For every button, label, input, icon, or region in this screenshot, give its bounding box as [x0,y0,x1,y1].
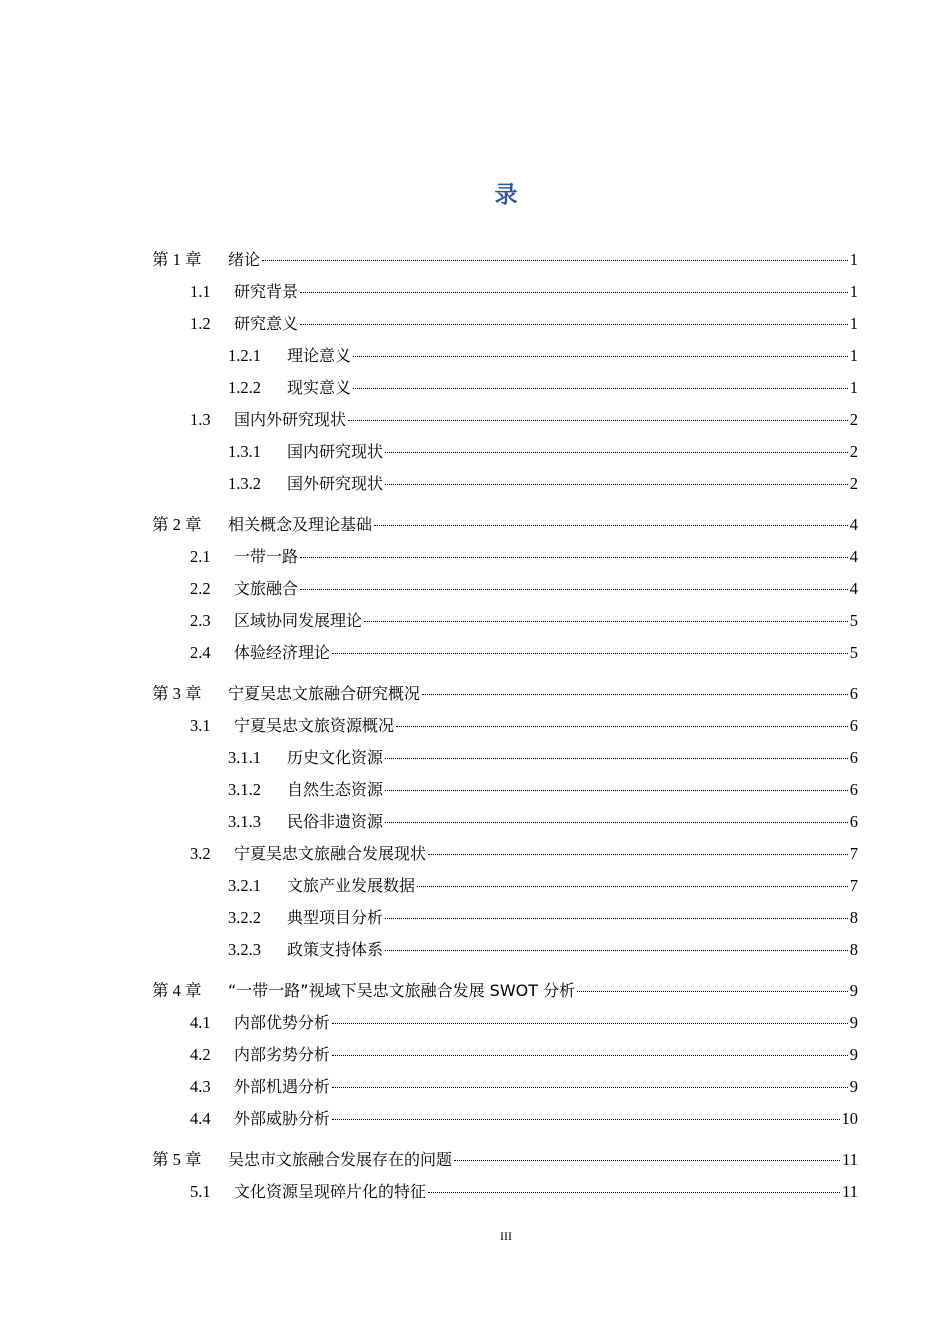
toc-entry-page: 9 [849,1045,858,1064]
toc-entry-page: 6 [849,684,858,703]
toc-entry-page: 7 [849,876,858,895]
toc-entry-number: 3.1 [190,716,211,735]
toc-entry-label: 内部劣势分析 [234,1045,331,1064]
toc-entry-page: 7 [849,844,858,863]
dot-leader [300,556,848,558]
toc-entry-label: 宁夏吴忠文旅资源概况 [234,716,395,735]
toc-entry-page: 8 [849,908,858,927]
toc-entry-label: 区域协同发展理论 [234,611,363,630]
dot-leader [428,853,848,855]
toc-entry-number: 1.2 [190,314,211,333]
toc-entry-page: 6 [849,780,858,799]
toc-entry-number: 1.3.2 [228,474,261,493]
toc-entry[interactable] [190,1007,858,1039]
toc-entry[interactable] [190,1071,858,1103]
dot-leader [454,1159,840,1161]
toc-entry-page: 5 [849,643,858,662]
toc-entry-page: 9 [849,1013,858,1032]
toc-entry[interactable] [152,509,858,541]
toc-entry-page: 4 [849,547,858,566]
toc-entry-label: 国内研究现状 [287,442,384,461]
toc-entry[interactable] [228,436,858,468]
toc-entry-label: 政策支持体系 [287,940,384,959]
toc-entry-page: 10 [841,1109,858,1128]
toc-entry[interactable] [190,1176,858,1208]
toc-entry-page: 8 [849,940,858,959]
dot-leader [385,917,848,919]
toc-entry[interactable] [190,308,858,340]
toc-entry-label: 自然生态资源 [287,780,384,799]
dot-leader [300,323,848,325]
toc-entry-label: 民俗非遗资源 [287,812,384,831]
toc-entry[interactable] [228,934,858,966]
toc-entry[interactable] [190,404,858,436]
toc-entry-number: 4.4 [190,1109,211,1128]
toc-entry[interactable] [152,1144,858,1176]
toc-entry-label: 历史文化资源 [287,748,384,767]
toc-entry-number: 第 3 章 [152,684,202,703]
dot-leader [385,451,848,453]
toc-entry-label: 国内外研究现状 [234,410,347,429]
dot-leader [385,757,848,759]
toc-entry-label: 吴忠市文旅融合发展存在的问题 [228,1150,453,1169]
dot-leader [332,1118,839,1120]
toc-entry-label: 内部优势分析 [234,1013,331,1032]
toc-entry-label: 相关概念及理论基础 [228,515,373,534]
toc-entry[interactable] [152,244,858,276]
toc-entry[interactable] [190,605,858,637]
toc-entry[interactable] [190,573,858,605]
dot-leader [374,524,848,526]
toc-entry-label: 宁夏吴忠文旅融合发展现状 [234,844,427,863]
toc-entry[interactable] [228,902,858,934]
toc-entry-label: 外部机遇分析 [234,1077,331,1096]
toc-entry[interactable] [190,710,858,742]
toc-entry-number: 1.2.1 [228,346,261,365]
dot-leader [364,620,848,622]
dot-leader [385,789,848,791]
toc-entry-page: 6 [849,716,858,735]
toc-entry-number: 3.1.2 [228,780,261,799]
dot-leader [385,821,848,823]
toc-entry-page: 1 [849,282,858,301]
toc-entry[interactable] [228,340,858,372]
toc-entry-number: 4.3 [190,1077,211,1096]
toc-entry-number: 3.2.2 [228,908,261,927]
toc-entry-number: 2.2 [190,579,211,598]
toc-entry-label: 外部威胁分析 [234,1109,331,1128]
toc-title: 录 [494,182,518,208]
toc-entry-number: 第 4 章 [152,981,202,1000]
toc-entry-label: 研究背景 [234,282,299,301]
toc-entry-number: 1.1 [190,282,211,301]
toc-entry-number: 第 2 章 [152,515,202,534]
dot-leader [332,652,848,654]
dot-leader [385,483,848,485]
toc-entry-page: 4 [849,515,858,534]
toc-entry-label: 文旅融合 [234,579,299,598]
toc-entry[interactable] [228,870,858,902]
toc-entry-number: 3.1.3 [228,812,261,831]
toc-entry-page: 4 [849,579,858,598]
toc-entry-number: 2.3 [190,611,211,630]
toc-entry-page: 11 [842,1182,858,1201]
dot-leader [300,588,848,590]
toc-entry-label: 绪论 [228,250,261,269]
dot-leader [422,693,848,695]
dot-leader [332,1022,848,1024]
toc-entry-number: 4.1 [190,1013,211,1032]
toc-entry[interactable] [190,1039,858,1071]
dot-leader [300,291,848,293]
toc-entry-label: 理论意义 [287,346,352,365]
page-number-footer: III [500,1229,512,1243]
toc-entry-label: 现实意义 [287,378,352,397]
toc-entry-number: 1.3 [190,410,211,429]
dot-leader [348,419,848,421]
toc-entry[interactable] [228,742,858,774]
toc-entry[interactable] [228,468,858,500]
toc-entry-page: 5 [849,611,858,630]
toc-entry-number: 4.2 [190,1045,211,1064]
toc-entry-number: 1.3.1 [228,442,261,461]
toc-entry-page: 9 [849,1077,858,1096]
toc-entry-label: 宁夏吴忠文旅融合研究概况 [228,684,421,703]
toc-entry-label: 典型项目分析 [287,908,384,927]
dot-leader [332,1086,848,1088]
toc-entry[interactable] [190,1103,858,1135]
toc-entry[interactable] [190,838,858,870]
toc-entry[interactable] [190,541,858,573]
toc-entry[interactable] [228,774,858,806]
dot-leader [417,885,848,887]
toc-entry-label: 文旅产业发展数据 [287,876,416,895]
toc-entry-page: 6 [849,812,858,831]
toc-entry-number: 2.1 [190,547,211,566]
toc-entry[interactable] [190,276,858,308]
toc-entry-number: 3.1.1 [228,748,261,767]
toc-entry-number: 3.2.1 [228,876,261,895]
toc-entry-number: 3.2.3 [228,940,261,959]
toc-entry-number: 第 1 章 [152,250,202,269]
dot-leader [353,387,848,389]
toc-entry-label: 研究意义 [234,314,299,333]
toc-entry-page: 11 [842,1150,858,1169]
toc-entry[interactable] [228,806,858,838]
toc-entry-page: 1 [849,250,858,269]
toc-entry-number: 5.1 [190,1182,211,1201]
toc-entry[interactable] [152,975,858,1007]
toc-entry-label: 文化资源呈现碎片化的特征 [234,1182,427,1201]
toc-entry-page: 1 [849,378,858,397]
toc-entry[interactable] [152,678,858,710]
dot-leader [428,1191,840,1193]
toc-entry-label: 一带一路 [234,547,299,566]
toc-entry-number: 1.2.2 [228,378,261,397]
toc-entry-page: 2 [849,410,858,429]
toc-entry-number: 2.4 [190,643,211,662]
toc-entry-page: 2 [849,442,858,461]
toc-entry[interactable] [228,372,858,404]
dot-leader [353,355,848,357]
toc-entry-page: 1 [849,346,858,365]
toc-entry-page: 6 [849,748,858,767]
toc-entry-page: 2 [849,474,858,493]
toc-entry[interactable] [190,637,858,669]
toc-entry-number: 3.2 [190,844,211,863]
dot-leader [577,990,848,992]
toc-entry-label: 国外研究现状 [287,474,384,493]
toc-entry-page: 9 [849,981,858,1000]
dot-leader [332,1054,848,1056]
toc-entry-label: 体验经济理论 [234,643,331,662]
dot-leader [396,725,848,727]
toc-entry-number: 第 5 章 [152,1150,202,1169]
dot-leader [385,949,848,951]
toc-entry-label: “一带一路”视域下吴忠文旅融合发展 SWOT 分析 [228,981,576,1000]
toc-entry-page: 1 [849,314,858,333]
dot-leader [262,259,848,261]
